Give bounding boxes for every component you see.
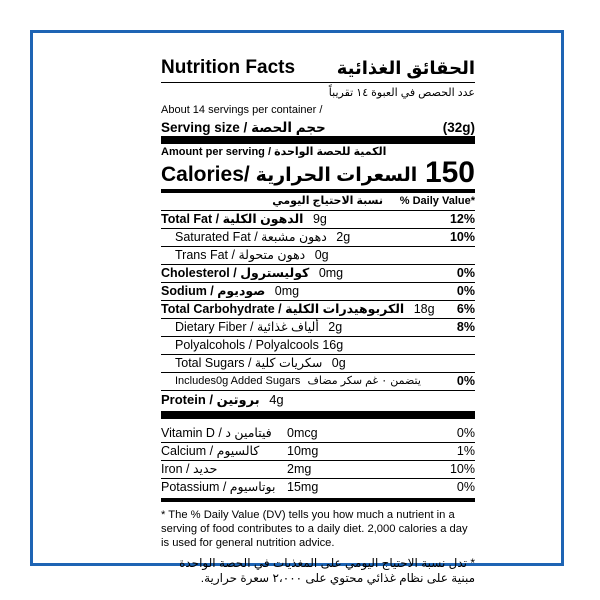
nutrient-row — [161, 337, 475, 354]
nutrient-en-2: Added Sugars — [230, 375, 301, 387]
dv-header-row — [161, 193, 475, 210]
footnote-ar: * تدل نسبة الاحتياج اليومي على المغذيات في الحصة الواحدة مبنية على نظام غذائي محتوي على ٢،٠٠٠ سعرة حرارية. — [179, 556, 475, 585]
nutrient-ar: صوديوم — [217, 284, 266, 298]
divider — [161, 82, 475, 83]
serving-size-value: (32g) — [442, 120, 475, 135]
nutrient-en: Cholesterol / — [161, 266, 237, 280]
nutrient-ar: يتضمن ٠ غم سكر مضاف — [307, 375, 421, 387]
nutrient-dv: 12% — [449, 212, 475, 226]
nutrient-amount: 0mg — [274, 284, 300, 298]
nutrient-ar: دهون مشبعة — [261, 230, 327, 244]
nutrient-ar: ألياف غذائية — [256, 320, 319, 334]
nutrient-row — [161, 211, 475, 228]
nutrient-en: Total Sugars / — [175, 356, 252, 370]
vitamin-dv: 10% — [449, 462, 475, 476]
nutrient-row — [161, 247, 475, 264]
vitamin-amount: 2mg — [287, 462, 312, 476]
vitamin-row — [161, 425, 475, 442]
vitamin-amount: 10mg — [287, 444, 319, 458]
calories-value: 150 — [424, 156, 475, 189]
vitamin-ar: حديد — [192, 462, 218, 476]
nutrient-amount: 0g — [331, 356, 346, 370]
vitamin-ar: فيتامين د — [225, 426, 272, 440]
protein-row — [161, 391, 475, 408]
nutrient-amount: 2g — [328, 320, 343, 334]
divider — [161, 411, 475, 419]
nutrient-ar: الدهون الكلية — [222, 212, 304, 226]
nutrient-ar: الكربوهيدرات الكلية — [285, 302, 405, 316]
vitamin-row — [161, 479, 475, 496]
protein-value: 4g — [269, 392, 284, 407]
servings-en-row — [161, 102, 475, 119]
nutrient-row — [161, 355, 475, 372]
vitamin-en: Calcium / — [161, 444, 214, 458]
vitamin-en: Iron / — [161, 462, 190, 476]
nutrient-row — [161, 373, 475, 390]
vitamin-dv: 1% — [456, 444, 475, 458]
vitamin-dv: 0% — [456, 480, 475, 494]
nutrient-en: Trans Fat / — [175, 248, 235, 262]
nutrient-row — [161, 265, 475, 282]
serving-size-row — [161, 119, 475, 136]
amount-en: Amount per serving / — [161, 146, 272, 158]
nutrient-row — [161, 301, 475, 318]
servings-en: About 14 servings per container / — [161, 104, 323, 116]
nutrient-en: Includes0g — [175, 375, 229, 387]
vitamin-row — [161, 443, 475, 460]
vitamin-dv: 0% — [456, 426, 475, 440]
serving-size-ar: حجم الحصة — [251, 120, 326, 135]
nutrient-amount: 2g — [336, 230, 351, 244]
nutrition-panel — [161, 54, 475, 586]
calories-en: Calories/ — [161, 163, 250, 186]
title-row — [161, 54, 475, 82]
vitamin-amount: 15mg — [287, 480, 319, 494]
nutrient-row — [161, 319, 475, 336]
calories-row — [161, 156, 475, 189]
vitamin-row — [161, 461, 475, 478]
nutrient-en: Saturated Fat / — [175, 230, 258, 244]
serving-size-en: Serving size / — [161, 120, 248, 135]
amount-ar: الكمية للحصة الواحدة — [274, 146, 387, 158]
nutrient-en: Dietary Fiber / — [175, 320, 254, 334]
title-en: Nutrition Facts — [161, 57, 296, 78]
dv-header-ar: نسبة الاحتياج اليومي — [272, 195, 383, 207]
nutrient-ar: كوليسترول — [240, 266, 310, 280]
divider — [161, 498, 475, 502]
label-frame — [30, 30, 564, 585]
vitamin-ar: بوتاسيوم — [229, 480, 276, 494]
nutrient-en: Total Carbohydrate / — [161, 302, 282, 316]
vitamin-en: Vitamin D / — [161, 426, 222, 440]
title-ar: الحقائق الغذائية — [336, 58, 475, 78]
nutrient-dv: 6% — [456, 302, 475, 316]
vitamin-amount: 0mcg — [287, 426, 318, 440]
nutrient-amount: 0g — [314, 248, 329, 262]
nutrient-ar: سكريات كلية — [254, 356, 323, 370]
divider — [161, 136, 475, 144]
nutrient-dv: 0% — [456, 374, 475, 388]
protein-ar: بروتين — [216, 392, 260, 407]
servings-ar: عدد الحصص في العبوة ١٤ تقريباً — [328, 87, 475, 99]
nutrient-ar: دهون متحولة — [238, 248, 306, 262]
nutrient-amount: 0mg — [318, 266, 344, 280]
vitamin-en: Potassium / — [161, 480, 227, 494]
nutrient-amount: 16g — [322, 338, 344, 352]
nutrient-en: Sodium / — [161, 284, 214, 298]
nutrient-en: Polyalcohols / Polyalcools — [175, 338, 319, 352]
nutrient-dv: 0% — [456, 284, 475, 298]
nutrient-row — [161, 283, 475, 300]
nutrient-dv: 10% — [449, 230, 475, 244]
nutrient-row — [161, 229, 475, 246]
protein-en: Protein / — [161, 392, 214, 407]
nutrient-dv: 8% — [456, 320, 475, 334]
nutrient-dv: 0% — [456, 266, 475, 280]
vitamin-ar: كالسيوم — [216, 444, 260, 458]
nutrient-en: Total Fat / — [161, 212, 220, 226]
servings-row — [161, 85, 475, 102]
dv-header-en: % Daily Value* — [399, 195, 475, 207]
nutrient-amount: 9g — [312, 212, 327, 226]
calories-ar: السعرات الحرارية — [255, 165, 418, 186]
footnote-en: * The % Daily Value (DV) tells you how much a nutrient in a serving of food contributes to a daily diet. 2,000 calories a day is used for general nutrition advice. — [161, 509, 468, 549]
nutrient-amount: 18g — [413, 302, 435, 316]
